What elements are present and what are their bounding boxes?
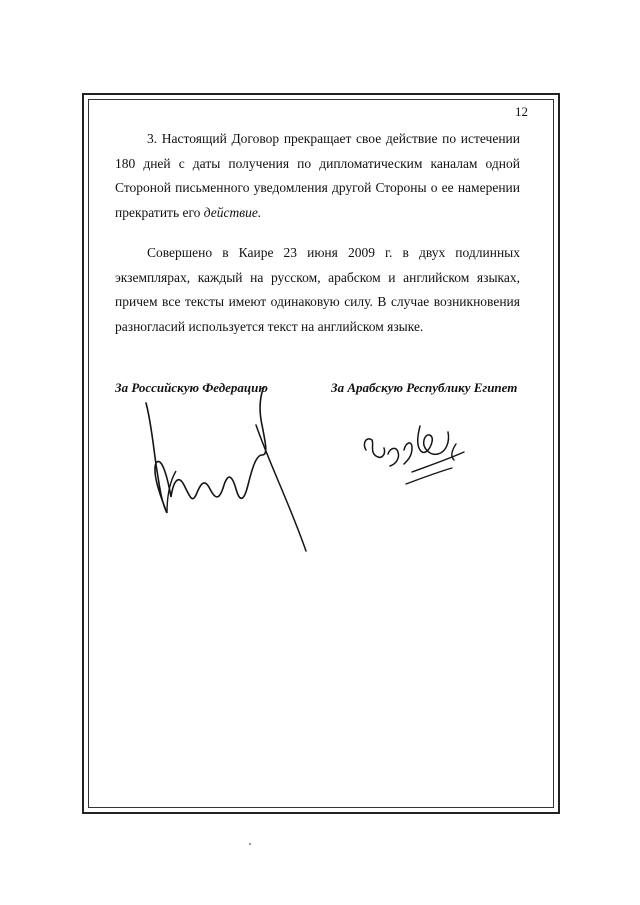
signature-egypt [360, 420, 470, 490]
signature-russia [140, 385, 320, 555]
paragraph-termination [115, 127, 520, 225]
paragraph-termination-end: действие. [203, 204, 262, 220]
paragraph-done-at: Совершено в Каире 23 июня 2009 г. в двух подлинных экземплярах, каждый на русском, арабском и английском языках, причем все тексты имеют одинаковую силу. В случае возникновения разногласий используется текст на английском языке. [115, 245, 520, 334]
scan-speck [249, 843, 251, 845]
page-number: 12 [515, 104, 528, 119]
paragraph-termination-text: 3. Настоящий Договор прекращает свое действие по истечении 180 дней с даты получения по дипломатическим каналам одной Стороной письменного уведомления другой Стороны о ее намерении прекратить его [115, 131, 520, 220]
signature-label-egypt: За Арабскую Республику Египет [331, 380, 518, 395]
signature-label-russia: За Российскую Федерацию [115, 380, 268, 395]
